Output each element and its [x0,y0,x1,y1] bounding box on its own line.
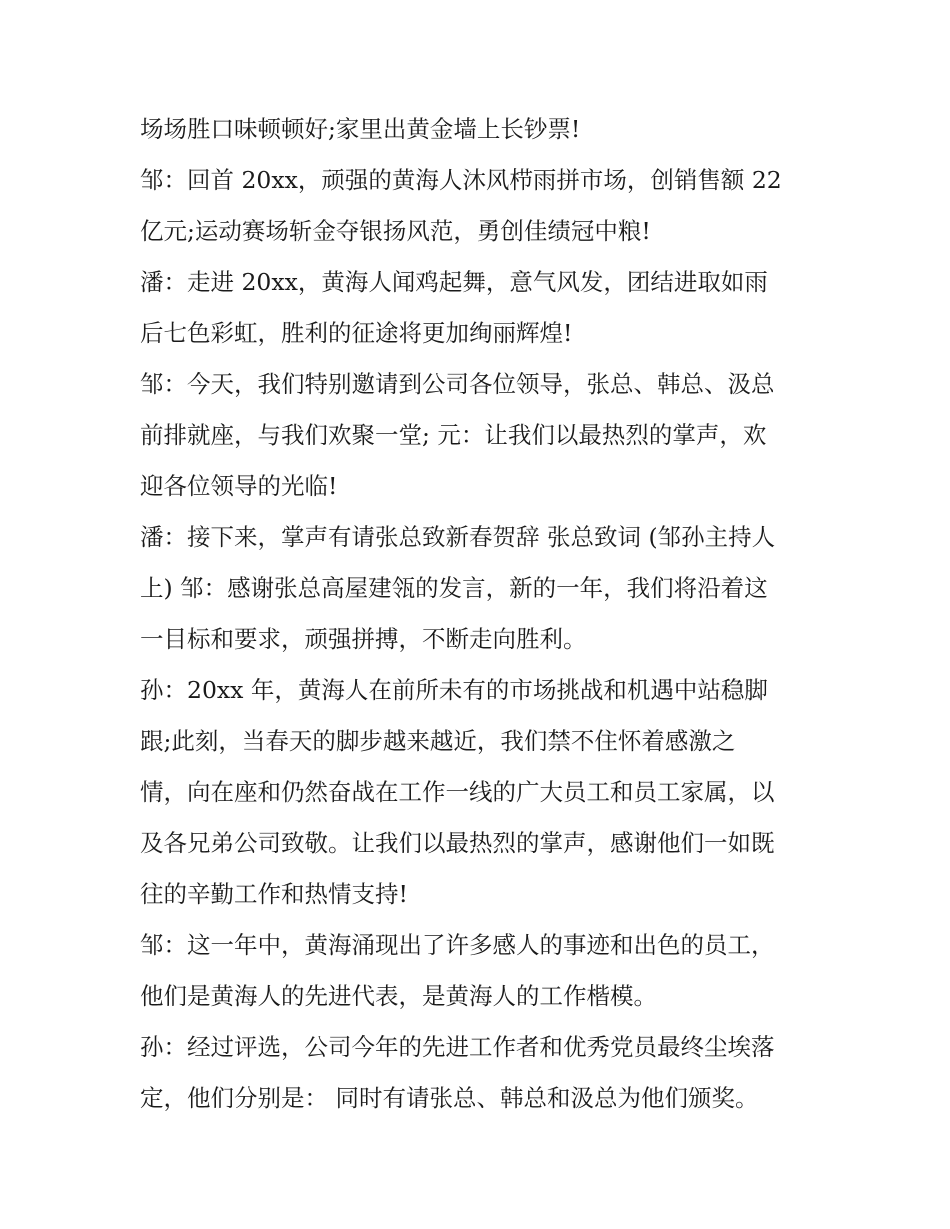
text-line: 孙：20xx 年，黄海人在前所未有的市场挑战和机遇中站稳脚 [140,676,768,704]
text-line: 他们是黄海人的先进代表，是黄海人的工作楷模。 [140,982,657,1010]
text-line: 邹：这一年中，黄海涌现出了许多感人的事迹和出色的员工， [140,931,775,959]
text-line: 亿元;运动赛场斩金夺银扬风范，勇创佳绩冠中粮! [140,217,651,245]
text-line: 跟;此刻，当春天的脚步越来越近，我们禁不住怀着感激之 [140,727,736,755]
text-line: 往的辛勤工作和热情支持! [140,880,408,908]
text-line: 场场胜口味顿顿好;家里出黄金墙上长钞票! [140,115,581,143]
text-line: 潘：接下来，掌声有请张总致新春贺辞 张总致词 (邹孙主持人 [140,523,776,551]
text-line: 及各兄弟公司致敬。让我们以最热烈的掌声，感谢他们一如既 [140,829,775,857]
text-line: 前排就座，与我们欢聚一堂; 元：让我们以最热烈的掌声，欢 [140,421,767,449]
text-line: 上) 邹：感谢张总高屋建瓴的发言，新的一年，我们将沿着这 [140,574,768,602]
text-line: 邹：回首 20xx，顽强的黄海人沐风栉雨拼市场，创销售额 22 [140,166,782,194]
text-line: 潘：走进 20xx，黄海人闻鸡起舞，意气风发，团结进取如雨 [140,268,768,296]
document-body [140,104,820,1124]
text-line: 情，向在座和仍然奋战在工作一线的广大员工和员工家属，以 [140,778,775,806]
text-line: 后七色彩虹，胜利的征途将更加绚丽辉煌! [140,319,573,347]
text-line: 一目标和要求，顽强拼搏，不断走向胜利。 [140,625,587,653]
text-line: 迎各位领导的光临! [140,472,338,500]
text-line: 邹：今天，我们特别邀请到公司各位领导，张总、韩总、汲总 [140,370,775,398]
text-line: 孙：经过评选，公司今年的先进工作者和优秀党员最终尘埃落 [140,1033,775,1061]
text-line: 定，他们分别是： 同时有请张总、韩总和汲总为他们颁奖。 [140,1084,759,1112]
